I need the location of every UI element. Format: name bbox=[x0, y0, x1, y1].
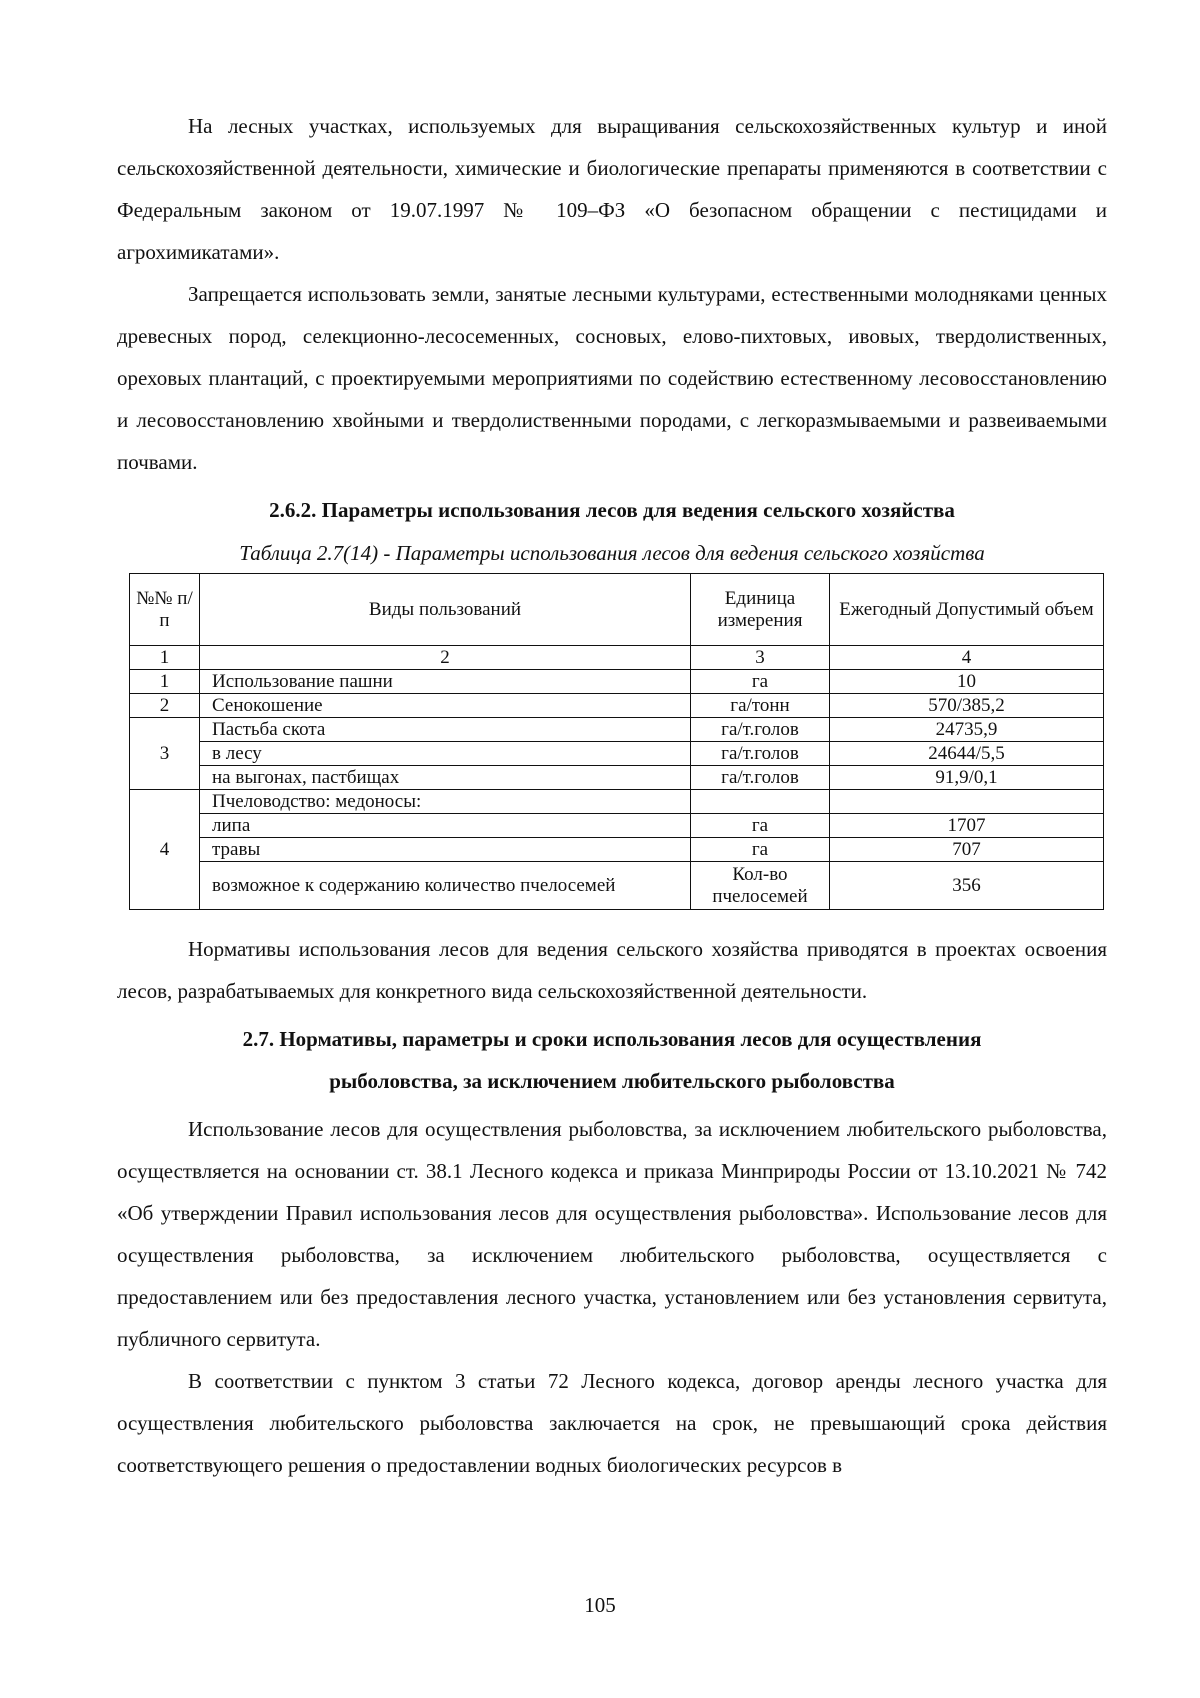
table-cell: 2 bbox=[130, 694, 200, 718]
table-cell: 707 bbox=[830, 838, 1104, 862]
table-row bbox=[130, 814, 1104, 838]
table-cell: 3 bbox=[691, 646, 830, 670]
table-cell: га/тонн bbox=[691, 694, 830, 718]
table-row bbox=[130, 694, 1104, 718]
table-cell: 24644/5,5 bbox=[830, 742, 1104, 766]
paragraph-prohibition: Запрещается использовать земли, занятые лесными культурами, естественными молодняками ценных древесных пород, селекционно-лесосеменных, сосновых, елово-пихтовых, ивовых, твердолиственных, ореховых плантаций, с проектируемыми мероприятиями по содействию естественному лесовосстановлению и лесовосстановлению хвойными и твердолиственными породами, с легкоразмываемыми и развеиваемыми почвами. bbox=[117, 282, 1107, 474]
table-cell: га/т.голов bbox=[691, 718, 830, 742]
table-cell: 1707 bbox=[830, 814, 1104, 838]
section-heading-2-7-line2: рыболовства, за исключением любительского рыболовства bbox=[329, 1069, 895, 1093]
table-row bbox=[130, 766, 1104, 790]
table-cell bbox=[830, 790, 1104, 814]
page-content bbox=[117, 105, 1107, 1486]
table-row bbox=[130, 742, 1104, 766]
table-cell: га bbox=[691, 838, 830, 862]
section-heading-2-6-2: 2.6.2. Параметры использования лесов для ведения сельского хозяйства bbox=[269, 498, 955, 522]
table-cell: Пчеловодство: медоносы: bbox=[200, 790, 691, 814]
agriculture-parameters-table bbox=[129, 573, 1104, 910]
paragraph-fishing-use: Использование лесов для осуществления рыболовства, за исключением любительского рыболовства, осуществляется на основании ст. 38.1 Лесного кодекса и приказа Минприроды России от 13.10.2021 № 742 «Об утверждении Правил использования лесов для осуществления рыболовства». Использование лесов для осуществления рыболовства, за исключением любительского рыболовства, осуществляется с предоставлением или без предоставления лесного участка, установлением или без установления сервитута, публичного сервитута. bbox=[117, 1117, 1107, 1351]
paragraph-pesticides: На лесных участках, используемых для выращивания сельскохозяйственных культур и иной сельскохозяйственной деятельности, химические и биологические препараты применяются в соответствии с Федеральным законом от 19.07.1997 № 109–ФЗ «О безопасном обращении с пестицидами и агрохимикатами». bbox=[117, 114, 1107, 264]
table-cell bbox=[691, 790, 830, 814]
table-cell: 2 bbox=[200, 646, 691, 670]
table-cell: га bbox=[691, 670, 830, 694]
table-cell: возможное к содержанию количество пчелосемей bbox=[200, 862, 691, 910]
table-cell: 4 bbox=[830, 646, 1104, 670]
table-cell: 3 bbox=[130, 718, 200, 790]
table-cell: Пастьба скота bbox=[200, 718, 691, 742]
table-cell: 4 bbox=[130, 790, 200, 910]
header-num: №№ п/п bbox=[130, 574, 200, 646]
paragraph-lease-term: В соответствии с пунктом 3 статьи 72 Лесного кодекса, договор аренды лесного участка для осуществления любительского рыболовства заключается на срок, не превышающий срока действия соответствующего решения о предоставлении водных биологических ресурсов в bbox=[117, 1369, 1107, 1477]
table-row bbox=[130, 838, 1104, 862]
table-header-row bbox=[130, 574, 1104, 646]
header-value: Ежегодный Допустимый объем bbox=[830, 574, 1104, 646]
table-cell: травы bbox=[200, 838, 691, 862]
table-row bbox=[130, 718, 1104, 742]
table-cell: 91,9/0,1 bbox=[830, 766, 1104, 790]
table-cell: Сенокошение bbox=[200, 694, 691, 718]
table-cell: 570/385,2 bbox=[830, 694, 1104, 718]
table-cell: га/т.голов bbox=[691, 766, 830, 790]
header-unit: Единица измерения bbox=[691, 574, 830, 646]
table-row bbox=[130, 862, 1104, 910]
table-cell: 356 bbox=[830, 862, 1104, 910]
table-caption: Таблица 2.7(14) - Параметры использования лесов для ведения сельского хозяйства bbox=[239, 541, 985, 565]
table-cell: га/т.голов bbox=[691, 742, 830, 766]
page-number: 105 bbox=[584, 1593, 616, 1617]
table-row bbox=[130, 670, 1104, 694]
table-cell: Кол-во пчелосемей bbox=[691, 862, 830, 910]
table-cell: 1 bbox=[130, 646, 200, 670]
table-cell: в лесу bbox=[200, 742, 691, 766]
table-cell: Использование пашни bbox=[200, 670, 691, 694]
table-cell: 1 bbox=[130, 670, 200, 694]
header-type: Виды пользований bbox=[200, 574, 691, 646]
table-cell: на выгонах, пастбищах bbox=[200, 766, 691, 790]
section-heading-2-7-line1: 2.7. Нормативы, параметры и сроки использования лесов для осуществления bbox=[242, 1027, 982, 1051]
table-cell: 24735,9 bbox=[830, 718, 1104, 742]
table-cell: липа bbox=[200, 814, 691, 838]
table-cell: га bbox=[691, 814, 830, 838]
table-cell: 10 bbox=[830, 670, 1104, 694]
table-column-numbers-row bbox=[130, 646, 1104, 670]
paragraph-norms: Нормативы использования лесов для ведения сельского хозяйства приводятся в проектах освоения лесов, разрабатываемых для конкретного вида сельскохозяйственной деятельности. bbox=[117, 937, 1107, 1003]
table-row bbox=[130, 790, 1104, 814]
